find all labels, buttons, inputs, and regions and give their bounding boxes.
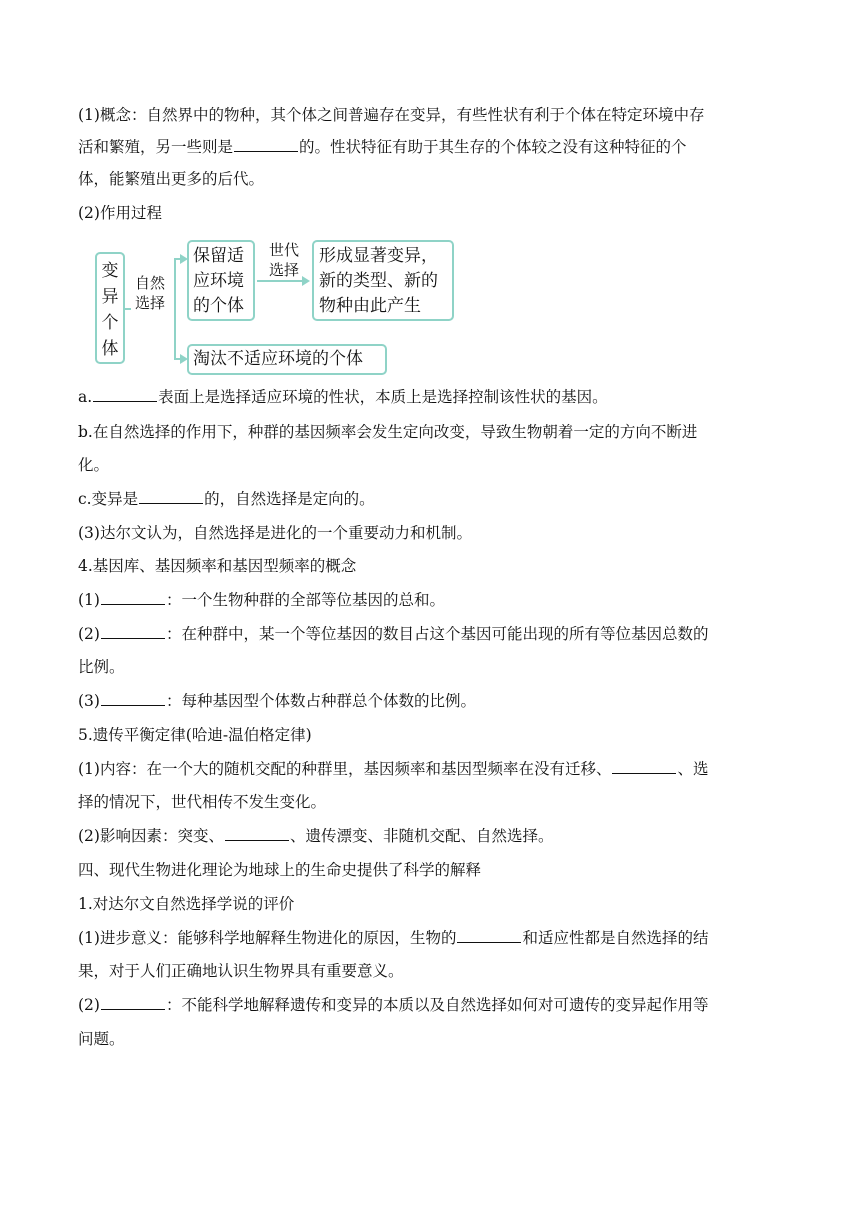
paragraph-concept-2 <box>78 137 778 157</box>
text: (2) <box>78 996 100 1014</box>
text: ：不能科学地解释遗传和变异的本质以及自然选择如何对可遗传的变异起作用等 <box>165 996 709 1014</box>
section-process-heading <box>78 203 778 223</box>
text: 选择 <box>134 294 165 312</box>
text: (1)概念：自然界中的物种，其个体之间普遍存在变异，有些性状有利于个体在特定环境中存 <box>78 106 705 124</box>
text: 四、现代生物进化理论为地球上的生命史提供了科学的解释 <box>78 861 482 879</box>
item-4-3 <box>78 691 778 711</box>
text: (1)内容：在一个大的随机交配的种群里，基因频率和基因型频率在没有迁移、 <box>78 760 612 778</box>
heading-4 <box>78 556 778 576</box>
text: 5.遗传平衡定律(哈迪-温伯格定律) <box>78 726 312 744</box>
text: (2)作用过程 <box>78 204 162 222</box>
item-a <box>78 387 778 407</box>
item-4-1 <box>78 590 778 610</box>
text: 的个体 <box>193 296 244 316</box>
item-eval-2b <box>78 1029 778 1049</box>
item-eval-2 <box>78 995 778 1015</box>
text: (1)进步意义：能够科学地解释生物进化的原因，生物的 <box>78 929 457 947</box>
text: 1.对达尔文自然选择学说的评价 <box>78 895 295 913</box>
fill-blank[interactable] <box>234 137 298 152</box>
item-eval-1b <box>78 961 778 981</box>
item-4-2 <box>78 624 778 644</box>
variant-individuals-label: 变异个体 <box>101 261 119 359</box>
text: 形成显著变异， <box>319 246 438 266</box>
text: ：每种基因型个体数占种群总个体数的比例。 <box>165 692 476 710</box>
item-b-2 <box>78 455 778 475</box>
text: 应环境 <box>193 271 244 291</box>
heading-1 <box>78 894 778 914</box>
paragraph-darwin <box>78 523 778 543</box>
fill-blank[interactable] <box>101 691 165 706</box>
generational-selection-label <box>264 240 304 280</box>
fill-blank[interactable] <box>101 995 165 1010</box>
item-c <box>78 489 778 509</box>
branch-line <box>174 258 176 360</box>
eliminated-individuals-box <box>187 344 387 375</box>
text: 问题。 <box>78 1030 125 1048</box>
text: 世代 <box>268 241 299 259</box>
paragraph-concept-1 <box>78 105 778 125</box>
text: 比例。 <box>78 658 125 676</box>
fill-blank[interactable] <box>101 590 165 605</box>
fill-blank[interactable] <box>139 489 203 504</box>
fill-blank[interactable] <box>612 759 676 774</box>
text: 物种由此产生 <box>319 296 421 316</box>
text: 、选 <box>677 760 709 778</box>
item-5-1 <box>78 759 778 779</box>
text: 自然 <box>134 274 165 292</box>
natural-selection-label <box>132 273 168 313</box>
text: b.在自然选择的作用下，种群的基因频率会发生定向改变，导致生物朝着一定的方向不断进 <box>78 423 698 441</box>
paragraph-concept-3 <box>78 169 778 189</box>
text: 果，对于人们正确地认识生物界具有重要意义。 <box>78 962 404 980</box>
text: (1) <box>78 591 100 609</box>
text: (2)影响因素：突变、 <box>78 827 224 845</box>
text: 选择 <box>268 261 299 279</box>
new-species-box <box>312 240 454 321</box>
item-5-1b <box>78 792 778 812</box>
text: 活和繁殖，另一些则是 <box>78 138 234 156</box>
selection-flow-diagram <box>92 240 462 375</box>
text: 的。性状特征有助于其生存的个体较之没有这种特征的个 <box>299 138 687 156</box>
text: 、遗传漂变、非随机交配、自然选择。 <box>289 827 554 845</box>
text: 择的情况下，世代相传不发生变化。 <box>78 793 327 811</box>
arrow-icon <box>302 276 310 286</box>
heading-section-4 <box>78 860 778 880</box>
text: (2) <box>78 625 100 643</box>
text: 新的类型、新的 <box>319 271 438 291</box>
connector-line <box>257 280 303 282</box>
variant-individuals-box <box>95 252 125 364</box>
kept-individuals-box <box>187 240 255 321</box>
item-5-2 <box>78 826 778 846</box>
text: ：一个生物种群的全部等位基因的总和。 <box>165 591 445 609</box>
fill-blank[interactable] <box>225 826 289 841</box>
text: 表面上是选择适应环境的性状，本质上是选择控制该性状的基因。 <box>158 388 608 406</box>
fill-blank[interactable] <box>457 928 521 943</box>
text: 淘汰不适应环境的个体 <box>193 349 363 369</box>
text: ：在种群中，某一个等位基因的数目占这个基因可能出现的所有等位基因总数的 <box>165 625 709 643</box>
text: 体，能繁殖出更多的后代。 <box>78 170 265 188</box>
text: 保留适 <box>193 246 244 266</box>
item-eval-1 <box>78 928 778 948</box>
connector-line <box>125 308 131 310</box>
text: 4.基因库、基因频率和基因型频率的概念 <box>78 557 357 575</box>
text: a. <box>78 388 93 406</box>
item-4-2b <box>78 657 778 677</box>
text: c.变异是 <box>78 490 139 508</box>
fill-blank[interactable] <box>93 387 157 402</box>
text: (3) <box>78 692 100 710</box>
text: 化。 <box>78 456 110 474</box>
text: (3)达尔文认为，自然选择是进化的一个重要动力和机制。 <box>78 524 472 542</box>
text: 的，自然选择是定向的。 <box>204 490 375 508</box>
item-b-1 <box>78 422 778 442</box>
text: 和适应性都是自然选择的结 <box>522 929 709 947</box>
fill-blank[interactable] <box>101 624 165 639</box>
heading-5 <box>78 725 778 745</box>
